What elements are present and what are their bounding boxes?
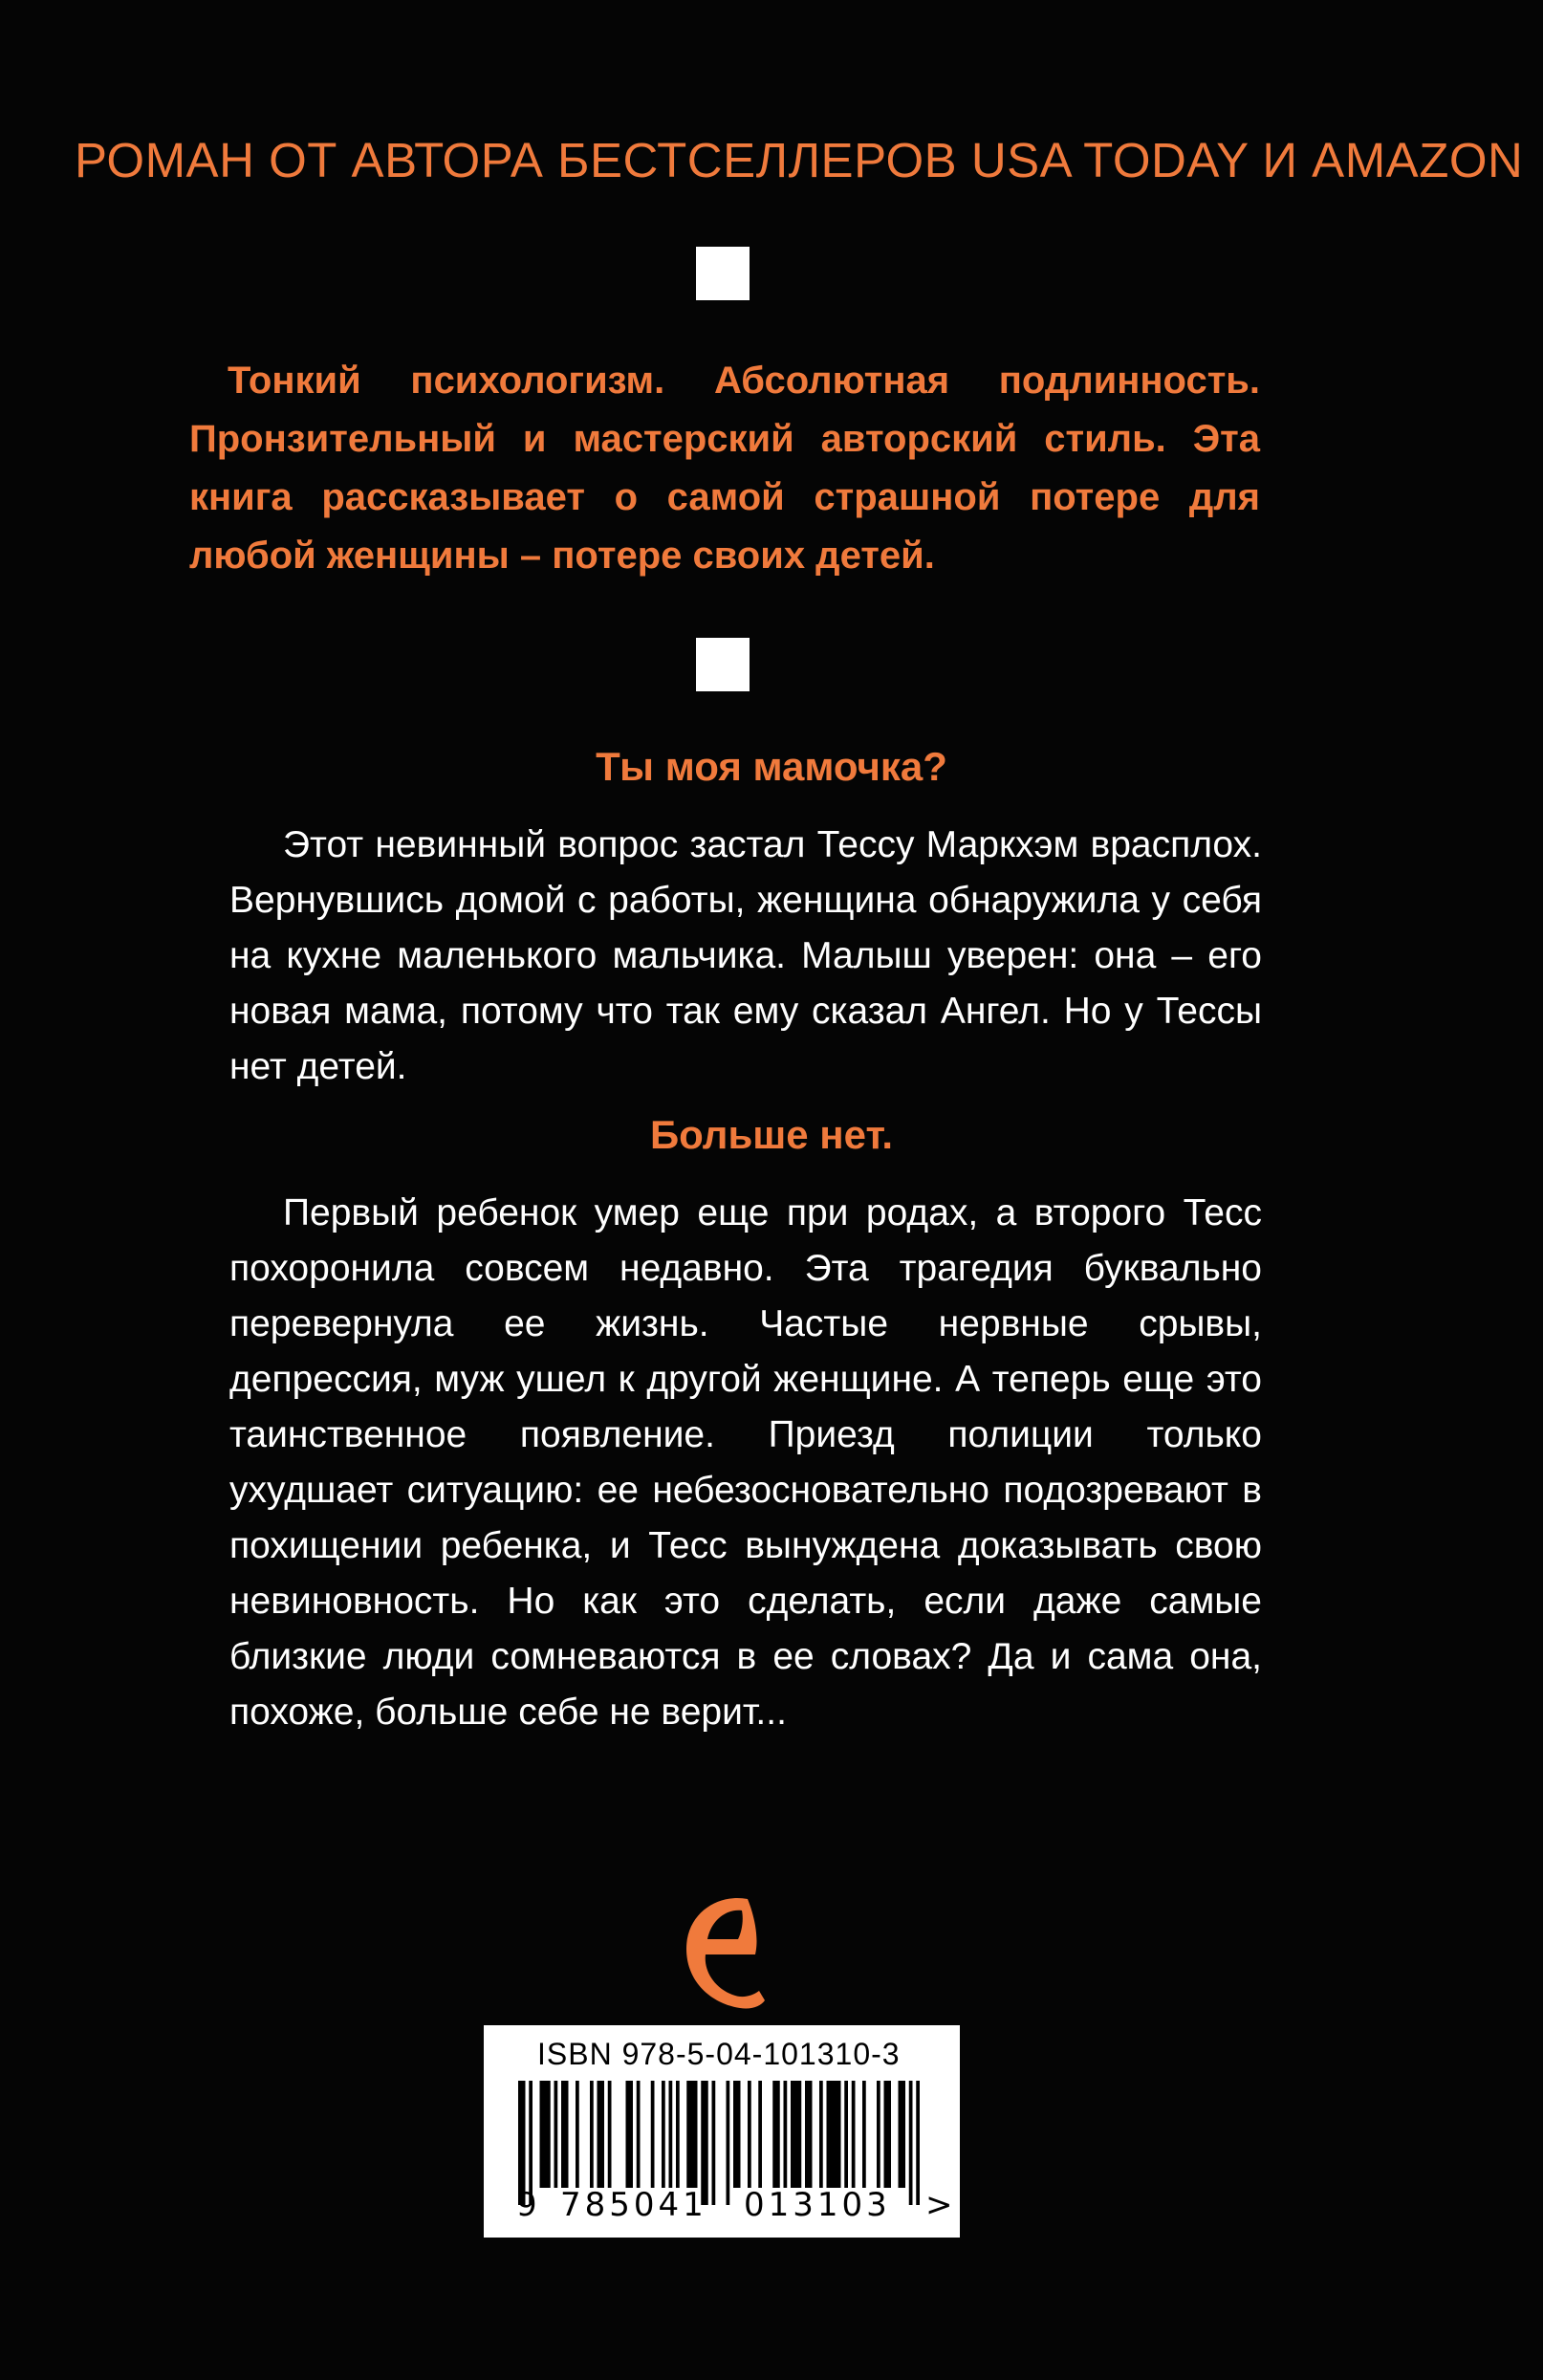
barcode-bar — [676, 2081, 680, 2188]
barcode-bar — [852, 2081, 856, 2188]
barcode-bar — [712, 2081, 716, 2205]
barcode-bar — [598, 2081, 605, 2188]
barcode-digits-right: 013103 — [744, 2186, 891, 2224]
barcode-bar — [877, 2081, 880, 2188]
barcode-bar — [899, 2081, 906, 2188]
barcode-bar — [561, 2081, 569, 2188]
barcode-bar — [862, 2081, 866, 2188]
barcode-bar — [819, 2081, 823, 2188]
barcode-bar — [909, 2081, 913, 2205]
barcode-digit-first: 9 — [516, 2186, 537, 2224]
barcode-bar — [669, 2081, 673, 2188]
paragraph-story: Первый ребенок умер еще при родах, а второго Тесс похоронила совсем недавно. Эта трагедия буквально перевернула ее жизнь. Частые нервные срывы, депрессия, муж ушел к другой женщине. А теперь еще это таинственное появление. Приезд полиции только ухудшает ситуацию: ее небезосновательно подозревают в похищении ребенка, и Тесс вынуждена доказывать свою невиновность. Но как это сделать, если даже самые близкие люди сомневаются в ее словах? Да и сама она, похоже, больше себе не верит... — [229, 1192, 1262, 1733]
barcode-bar — [637, 2081, 641, 2188]
barcode-bar — [884, 2081, 892, 2188]
heading-no-more: Больше нет. — [649, 1112, 894, 1157]
barcode-bar — [844, 2081, 848, 2188]
barcode-bar — [686, 2081, 697, 2188]
barcode-bar — [916, 2081, 920, 2205]
heading-question: Ты моя мамочка? — [596, 744, 947, 789]
eksmo-logo-icon — [673, 1891, 769, 2018]
barcode-bar — [608, 2081, 612, 2188]
barcode-bar — [651, 2081, 655, 2188]
tagline: РОМАН ОТ АВТОРА БЕСТСЕЛЛЕРОВ USA TODAY И AMAZON — [75, 133, 1524, 187]
paragraph-intro: Этот невинный вопрос застал Тессу Маркхэм врасплох. Вернувшись домой с работы, женщина обнаружила у себя на кухне маленького мальчика. Малыш уверен: она – его новая мама, потому что так ему сказал Ангел. Но у Тессы нет детей. — [229, 824, 1262, 1087]
barcode-bar — [784, 2081, 788, 2188]
blurb: Тонкий психологизм. Абсолютная подлинность. Пронзительный и мастерский авторский стиль. Эта книга рассказывает о самой страшной потере для любой женщины – потере своих детей. — [189, 360, 1260, 577]
barcode-bar — [540, 2081, 551, 2188]
barcode-bar — [805, 2081, 813, 2188]
barcode-bar — [554, 2081, 558, 2188]
barcode-bar — [626, 2081, 634, 2188]
barcode-bar — [758, 2081, 762, 2188]
barcode-bar — [576, 2081, 579, 2188]
barcode-bar — [733, 2081, 741, 2188]
barcode-digits-left: 785041 — [560, 2186, 707, 2224]
barcode-bar — [590, 2081, 594, 2188]
divider-square-bottom — [696, 638, 750, 691]
barcode-bar — [772, 2081, 780, 2188]
isbn-label: ISBN 978-5-04-101310-3 — [537, 2037, 901, 2071]
barcode — [484, 2025, 960, 2238]
barcode-bar — [827, 2081, 841, 2188]
barcode-bar — [727, 2081, 730, 2205]
barcode-arrow: > — [925, 2186, 953, 2224]
divider-square-top — [696, 247, 750, 300]
barcode-bar — [748, 2081, 751, 2188]
barcode-bar — [662, 2081, 665, 2188]
barcode-bar — [791, 2081, 801, 2188]
